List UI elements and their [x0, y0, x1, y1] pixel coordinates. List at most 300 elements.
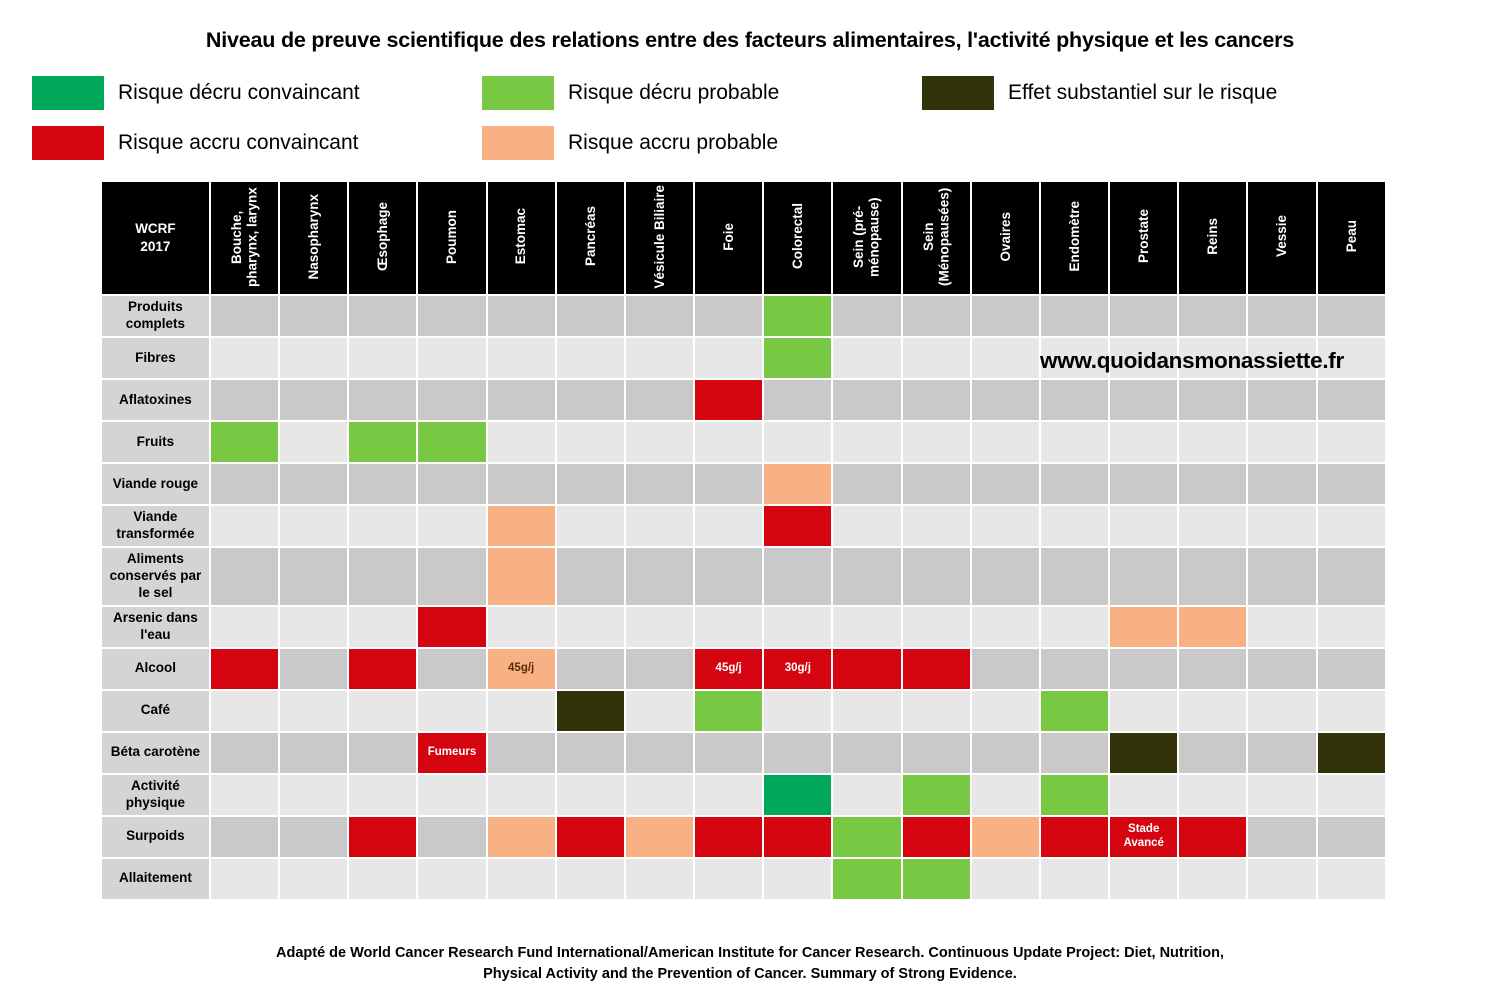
matrix-cell — [488, 859, 555, 899]
row-header: Viande rouge — [102, 464, 209, 504]
matrix-cell — [833, 506, 900, 546]
row-header: Arsenic dans l'eau — [102, 607, 209, 647]
matrix-cell — [280, 733, 347, 773]
matrix-cell — [280, 380, 347, 420]
matrix-cell — [1179, 338, 1246, 378]
matrix-cell — [1318, 607, 1385, 647]
table-row — [102, 859, 1385, 899]
table-body — [102, 296, 1385, 899]
legend-item-substantiel — [922, 76, 1372, 110]
matrix-cell: Fumeurs — [418, 733, 485, 773]
table-row — [102, 649, 1385, 689]
matrix-cell — [1110, 548, 1177, 605]
matrix-cell — [1248, 296, 1315, 336]
matrix-cell — [903, 691, 970, 731]
matrix-cell — [1318, 733, 1385, 773]
matrix-cell — [418, 775, 485, 815]
matrix-cell: 30g/j — [764, 649, 831, 689]
row-header: Aliments conservés par le sel — [102, 548, 209, 605]
matrix-cell — [1110, 859, 1177, 899]
matrix-cell — [1318, 775, 1385, 815]
legend-swatch-decru-probable — [482, 76, 554, 110]
matrix-cell — [1318, 380, 1385, 420]
matrix-cell — [211, 691, 278, 731]
matrix-cell — [1248, 422, 1315, 462]
matrix-cell — [418, 649, 485, 689]
matrix-cell — [695, 338, 762, 378]
matrix-cell — [833, 422, 900, 462]
matrix-cell — [903, 338, 970, 378]
evidence-table — [100, 180, 1387, 901]
matrix-cell — [903, 607, 970, 647]
legend-label-substantiel: Effet substantiel sur le risque — [1008, 81, 1278, 104]
matrix-cell — [488, 296, 555, 336]
table-header — [102, 182, 1385, 294]
matrix-cell — [557, 649, 624, 689]
column-header-label: Colorectal — [790, 203, 806, 270]
matrix-cell — [1041, 422, 1108, 462]
matrix-cell — [488, 506, 555, 546]
matrix-cell — [557, 338, 624, 378]
matrix-cell — [418, 817, 485, 857]
footnote — [0, 943, 1500, 985]
legend-row-2 — [32, 118, 1472, 168]
legend-swatch-accru-convaincant — [32, 126, 104, 160]
column-header-label: Nasopharynx — [305, 193, 321, 280]
matrix-cell — [280, 817, 347, 857]
matrix-cell — [626, 422, 693, 462]
matrix-cell — [764, 691, 831, 731]
table-row — [102, 548, 1385, 605]
matrix-cell — [557, 296, 624, 336]
matrix-cell — [903, 506, 970, 546]
matrix-cell — [833, 464, 900, 504]
column-header-label: Endomètre — [1066, 201, 1082, 272]
matrix-cell — [764, 380, 831, 420]
matrix-cell — [695, 859, 762, 899]
matrix-cell — [1041, 691, 1108, 731]
matrix-cell — [626, 380, 693, 420]
matrix-cell — [903, 380, 970, 420]
matrix-cell — [1041, 649, 1108, 689]
column-header-label: Sein (Ménopausées) — [920, 187, 952, 286]
column-header — [695, 182, 762, 294]
matrix-cell — [972, 775, 1039, 815]
matrix-cell — [1318, 859, 1385, 899]
row-header: Aflatoxines — [102, 380, 209, 420]
table-row — [102, 607, 1385, 647]
matrix-cell — [211, 607, 278, 647]
matrix-cell — [626, 817, 693, 857]
matrix-cell — [1179, 733, 1246, 773]
matrix-cell — [1318, 506, 1385, 546]
matrix-cell — [280, 464, 347, 504]
matrix-cell — [1318, 548, 1385, 605]
matrix-cell — [1110, 380, 1177, 420]
matrix-cell — [695, 733, 762, 773]
matrix-cell — [695, 607, 762, 647]
matrix-cell — [972, 296, 1039, 336]
row-header: Produits complets — [102, 296, 209, 336]
matrix-cell: 45g/j — [488, 649, 555, 689]
column-header — [833, 182, 900, 294]
table-row — [102, 380, 1385, 420]
matrix-cell — [418, 859, 485, 899]
matrix-cell — [626, 733, 693, 773]
matrix-cell — [695, 691, 762, 731]
matrix-cell — [557, 380, 624, 420]
matrix-cell — [764, 817, 831, 857]
legend-label-decru-convaincant: Risque décru convaincant — [118, 81, 360, 104]
matrix-cell — [280, 691, 347, 731]
matrix-cell — [1248, 817, 1315, 857]
matrix-cell — [1179, 817, 1246, 857]
matrix-cell — [1318, 338, 1385, 378]
footnote-line-1: Adapté de World Cancer Research Fund International/American Institute for Cancer Research. Continuous Update Project: Diet, Nutrition, — [275, 945, 1225, 961]
matrix-cell — [972, 607, 1039, 647]
matrix-cell — [833, 859, 900, 899]
matrix-cell — [1110, 422, 1177, 462]
matrix-cell — [833, 733, 900, 773]
matrix-cell — [488, 607, 555, 647]
matrix-cell — [418, 464, 485, 504]
matrix-cell — [418, 380, 485, 420]
row-header: Béta carotène — [102, 733, 209, 773]
matrix-cell — [626, 607, 693, 647]
column-header — [972, 182, 1039, 294]
matrix-cell — [211, 775, 278, 815]
legend — [32, 68, 1472, 168]
matrix-cell — [972, 817, 1039, 857]
matrix-cell — [972, 464, 1039, 504]
matrix-cell — [833, 817, 900, 857]
legend-item-decru-probable — [482, 76, 922, 110]
page-title: Niveau de preuve scientifique des relations entre des facteurs alimentaires, l'activité physique et les cancers — [205, 28, 1295, 52]
matrix-cell — [557, 817, 624, 857]
matrix-cell — [695, 775, 762, 815]
matrix-cell — [211, 548, 278, 605]
matrix-cell — [211, 296, 278, 336]
matrix-cell — [833, 296, 900, 336]
matrix-cell — [1179, 506, 1246, 546]
matrix-cell — [1318, 691, 1385, 731]
table-row — [102, 338, 1385, 378]
column-header-label: Pancréas — [582, 206, 598, 267]
matrix-cell — [626, 548, 693, 605]
matrix-cell — [1041, 607, 1108, 647]
table-row — [102, 464, 1385, 504]
matrix-cell — [972, 506, 1039, 546]
matrix-cell — [626, 775, 693, 815]
matrix-cell — [418, 506, 485, 546]
matrix-cell — [488, 548, 555, 605]
matrix-cell — [1110, 464, 1177, 504]
matrix-cell — [349, 296, 416, 336]
matrix-cell — [1179, 464, 1246, 504]
matrix-cell — [488, 775, 555, 815]
matrix-cell — [1110, 506, 1177, 546]
matrix-cell — [211, 422, 278, 462]
matrix-cell — [1179, 607, 1246, 647]
matrix-cell — [972, 338, 1039, 378]
matrix-cell — [1248, 733, 1315, 773]
matrix-cell — [211, 464, 278, 504]
table-row — [102, 817, 1385, 857]
matrix-cell — [833, 691, 900, 731]
matrix-cell — [488, 817, 555, 857]
table-row — [102, 422, 1385, 462]
matrix-cell — [488, 380, 555, 420]
row-header: Surpoids — [102, 817, 209, 857]
column-header — [211, 182, 278, 294]
matrix-cell — [764, 775, 831, 815]
matrix-cell — [626, 506, 693, 546]
matrix-cell — [695, 464, 762, 504]
column-header-label: Peau — [1343, 220, 1359, 253]
matrix-cell — [764, 296, 831, 336]
matrix-cell — [695, 548, 762, 605]
matrix-cell — [349, 380, 416, 420]
matrix-cell — [1041, 380, 1108, 420]
matrix-cell — [903, 859, 970, 899]
matrix-cell — [695, 380, 762, 420]
evidence-matrix — [100, 180, 1387, 901]
matrix-cell — [1318, 649, 1385, 689]
matrix-cell — [557, 548, 624, 605]
row-header: Allaitement — [102, 859, 209, 899]
matrix-cell — [211, 506, 278, 546]
header-row — [102, 182, 1385, 294]
legend-label-accru-convaincant: Risque accru convaincant — [118, 131, 359, 154]
matrix-cell — [349, 464, 416, 504]
matrix-cell — [1248, 775, 1315, 815]
legend-swatch-accru-probable — [482, 126, 554, 160]
matrix-cell — [695, 422, 762, 462]
matrix-cell — [1041, 296, 1108, 336]
matrix-cell — [903, 775, 970, 815]
matrix-cell — [349, 422, 416, 462]
matrix-cell — [1041, 548, 1108, 605]
table-corner-label: WCRF 2017 — [102, 182, 209, 294]
matrix-cell — [1110, 733, 1177, 773]
matrix-cell — [903, 733, 970, 773]
matrix-cell — [418, 422, 485, 462]
column-header-label: Reins — [1205, 218, 1221, 255]
matrix-cell — [903, 817, 970, 857]
matrix-cell — [1248, 859, 1315, 899]
column-header — [1110, 182, 1177, 294]
matrix-cell — [349, 817, 416, 857]
matrix-cell — [280, 548, 347, 605]
column-header-label: Poumon — [444, 209, 460, 264]
matrix-cell — [1041, 817, 1108, 857]
table-row — [102, 733, 1385, 773]
column-header — [557, 182, 624, 294]
matrix-cell — [418, 338, 485, 378]
matrix-cell — [1041, 775, 1108, 815]
legend-item-accru-probable — [482, 126, 922, 160]
matrix-cell — [833, 380, 900, 420]
column-header-label: Foie — [720, 222, 736, 251]
matrix-cell — [488, 691, 555, 731]
matrix-cell — [764, 338, 831, 378]
matrix-cell — [488, 464, 555, 504]
column-header — [1179, 182, 1246, 294]
matrix-cell — [1110, 649, 1177, 689]
column-header-label: Prostate — [1135, 209, 1151, 264]
legend-item-decru-convaincant — [32, 76, 482, 110]
column-header — [1318, 182, 1385, 294]
matrix-cell — [557, 691, 624, 731]
legend-swatch-substantiel — [922, 76, 994, 110]
footnote-line-2: Physical Activity and the Prevention of Cancer. Summary of Strong Evidence. — [483, 966, 1017, 983]
matrix-cell — [833, 548, 900, 605]
row-header: Viande transformée — [102, 506, 209, 546]
matrix-cell — [1179, 380, 1246, 420]
matrix-cell — [280, 649, 347, 689]
matrix-cell — [349, 607, 416, 647]
watermark: www.quoidansmonassiette.fr — [1040, 348, 1344, 373]
matrix-cell — [349, 506, 416, 546]
table-row — [102, 506, 1385, 546]
matrix-cell — [211, 859, 278, 899]
matrix-cell — [695, 817, 762, 857]
table-row — [102, 775, 1385, 815]
column-header — [280, 182, 347, 294]
matrix-cell — [211, 733, 278, 773]
matrix-cell — [557, 464, 624, 504]
matrix-cell — [557, 733, 624, 773]
matrix-cell: 45g/j — [695, 649, 762, 689]
column-header-label: Bouche, pharynx, larynx — [228, 186, 260, 287]
column-header — [1041, 182, 1108, 294]
legend-label-decru-probable: Risque décru probable — [568, 81, 780, 104]
legend-swatch-decru-convaincant — [32, 76, 104, 110]
table-row — [102, 296, 1385, 336]
matrix-cell — [1179, 548, 1246, 605]
matrix-cell — [626, 859, 693, 899]
matrix-cell — [903, 548, 970, 605]
matrix-cell — [1179, 859, 1246, 899]
matrix-cell — [1179, 775, 1246, 815]
matrix-cell — [1110, 607, 1177, 647]
matrix-cell — [349, 548, 416, 605]
matrix-cell — [557, 775, 624, 815]
matrix-cell — [349, 775, 416, 815]
matrix-cell — [488, 422, 555, 462]
matrix-cell — [1179, 691, 1246, 731]
matrix-cell — [626, 691, 693, 731]
matrix-cell — [1110, 338, 1177, 378]
matrix-cell — [626, 464, 693, 504]
matrix-cell — [211, 380, 278, 420]
column-header — [764, 182, 831, 294]
matrix-cell — [1110, 775, 1177, 815]
column-header — [488, 182, 555, 294]
matrix-cell — [1041, 338, 1108, 378]
column-header — [418, 182, 485, 294]
matrix-cell — [972, 859, 1039, 899]
matrix-cell — [1041, 506, 1108, 546]
matrix-cell — [1179, 649, 1246, 689]
matrix-cell — [557, 506, 624, 546]
matrix-cell — [764, 733, 831, 773]
legend-row-1 — [32, 68, 1472, 118]
matrix-cell — [557, 422, 624, 462]
matrix-cell — [1179, 422, 1246, 462]
matrix-cell — [764, 607, 831, 647]
row-header: Alcool — [102, 649, 209, 689]
row-header: Activité physique — [102, 775, 209, 815]
matrix-cell — [903, 649, 970, 689]
matrix-cell — [1110, 691, 1177, 731]
matrix-cell — [349, 338, 416, 378]
matrix-cell — [972, 548, 1039, 605]
row-header: Fruits — [102, 422, 209, 462]
matrix-cell — [211, 338, 278, 378]
legend-item-accru-convaincant — [32, 126, 482, 160]
matrix-cell — [418, 691, 485, 731]
matrix-cell — [1248, 607, 1315, 647]
matrix-cell — [972, 691, 1039, 731]
matrix-cell — [280, 607, 347, 647]
matrix-cell — [1041, 859, 1108, 899]
column-header-label: Vésicule Biliaire — [651, 184, 667, 289]
matrix-cell — [764, 422, 831, 462]
matrix-cell — [1248, 380, 1315, 420]
matrix-cell — [211, 649, 278, 689]
matrix-cell — [626, 338, 693, 378]
matrix-cell — [418, 607, 485, 647]
column-header — [1248, 182, 1315, 294]
matrix-cell — [626, 296, 693, 336]
column-header — [903, 182, 970, 294]
matrix-cell — [1179, 296, 1246, 336]
matrix-cell — [1318, 464, 1385, 504]
matrix-cell: Stade Avancé — [1110, 817, 1177, 857]
column-header — [349, 182, 416, 294]
column-header — [626, 182, 693, 294]
matrix-cell — [280, 296, 347, 336]
matrix-cell — [1248, 338, 1315, 378]
row-header: Café — [102, 691, 209, 731]
matrix-cell — [280, 775, 347, 815]
matrix-cell — [280, 506, 347, 546]
matrix-cell — [1248, 691, 1315, 731]
legend-label-accru-probable: Risque accru probable — [568, 131, 779, 154]
matrix-cell — [1041, 464, 1108, 504]
matrix-cell — [1110, 296, 1177, 336]
matrix-cell — [280, 859, 347, 899]
column-header-label: Ovaires — [997, 211, 1013, 262]
matrix-cell — [695, 296, 762, 336]
matrix-cell — [349, 649, 416, 689]
matrix-cell — [1318, 296, 1385, 336]
column-header-label: Vessie — [1274, 215, 1290, 258]
matrix-cell — [972, 422, 1039, 462]
matrix-cell — [211, 817, 278, 857]
matrix-cell — [488, 733, 555, 773]
matrix-cell — [833, 775, 900, 815]
column-header-label: Œsophage — [375, 201, 391, 271]
matrix-cell — [418, 548, 485, 605]
table-row — [102, 691, 1385, 731]
matrix-cell — [903, 464, 970, 504]
matrix-cell — [903, 422, 970, 462]
matrix-cell — [1248, 548, 1315, 605]
matrix-cell — [833, 649, 900, 689]
matrix-cell — [764, 506, 831, 546]
